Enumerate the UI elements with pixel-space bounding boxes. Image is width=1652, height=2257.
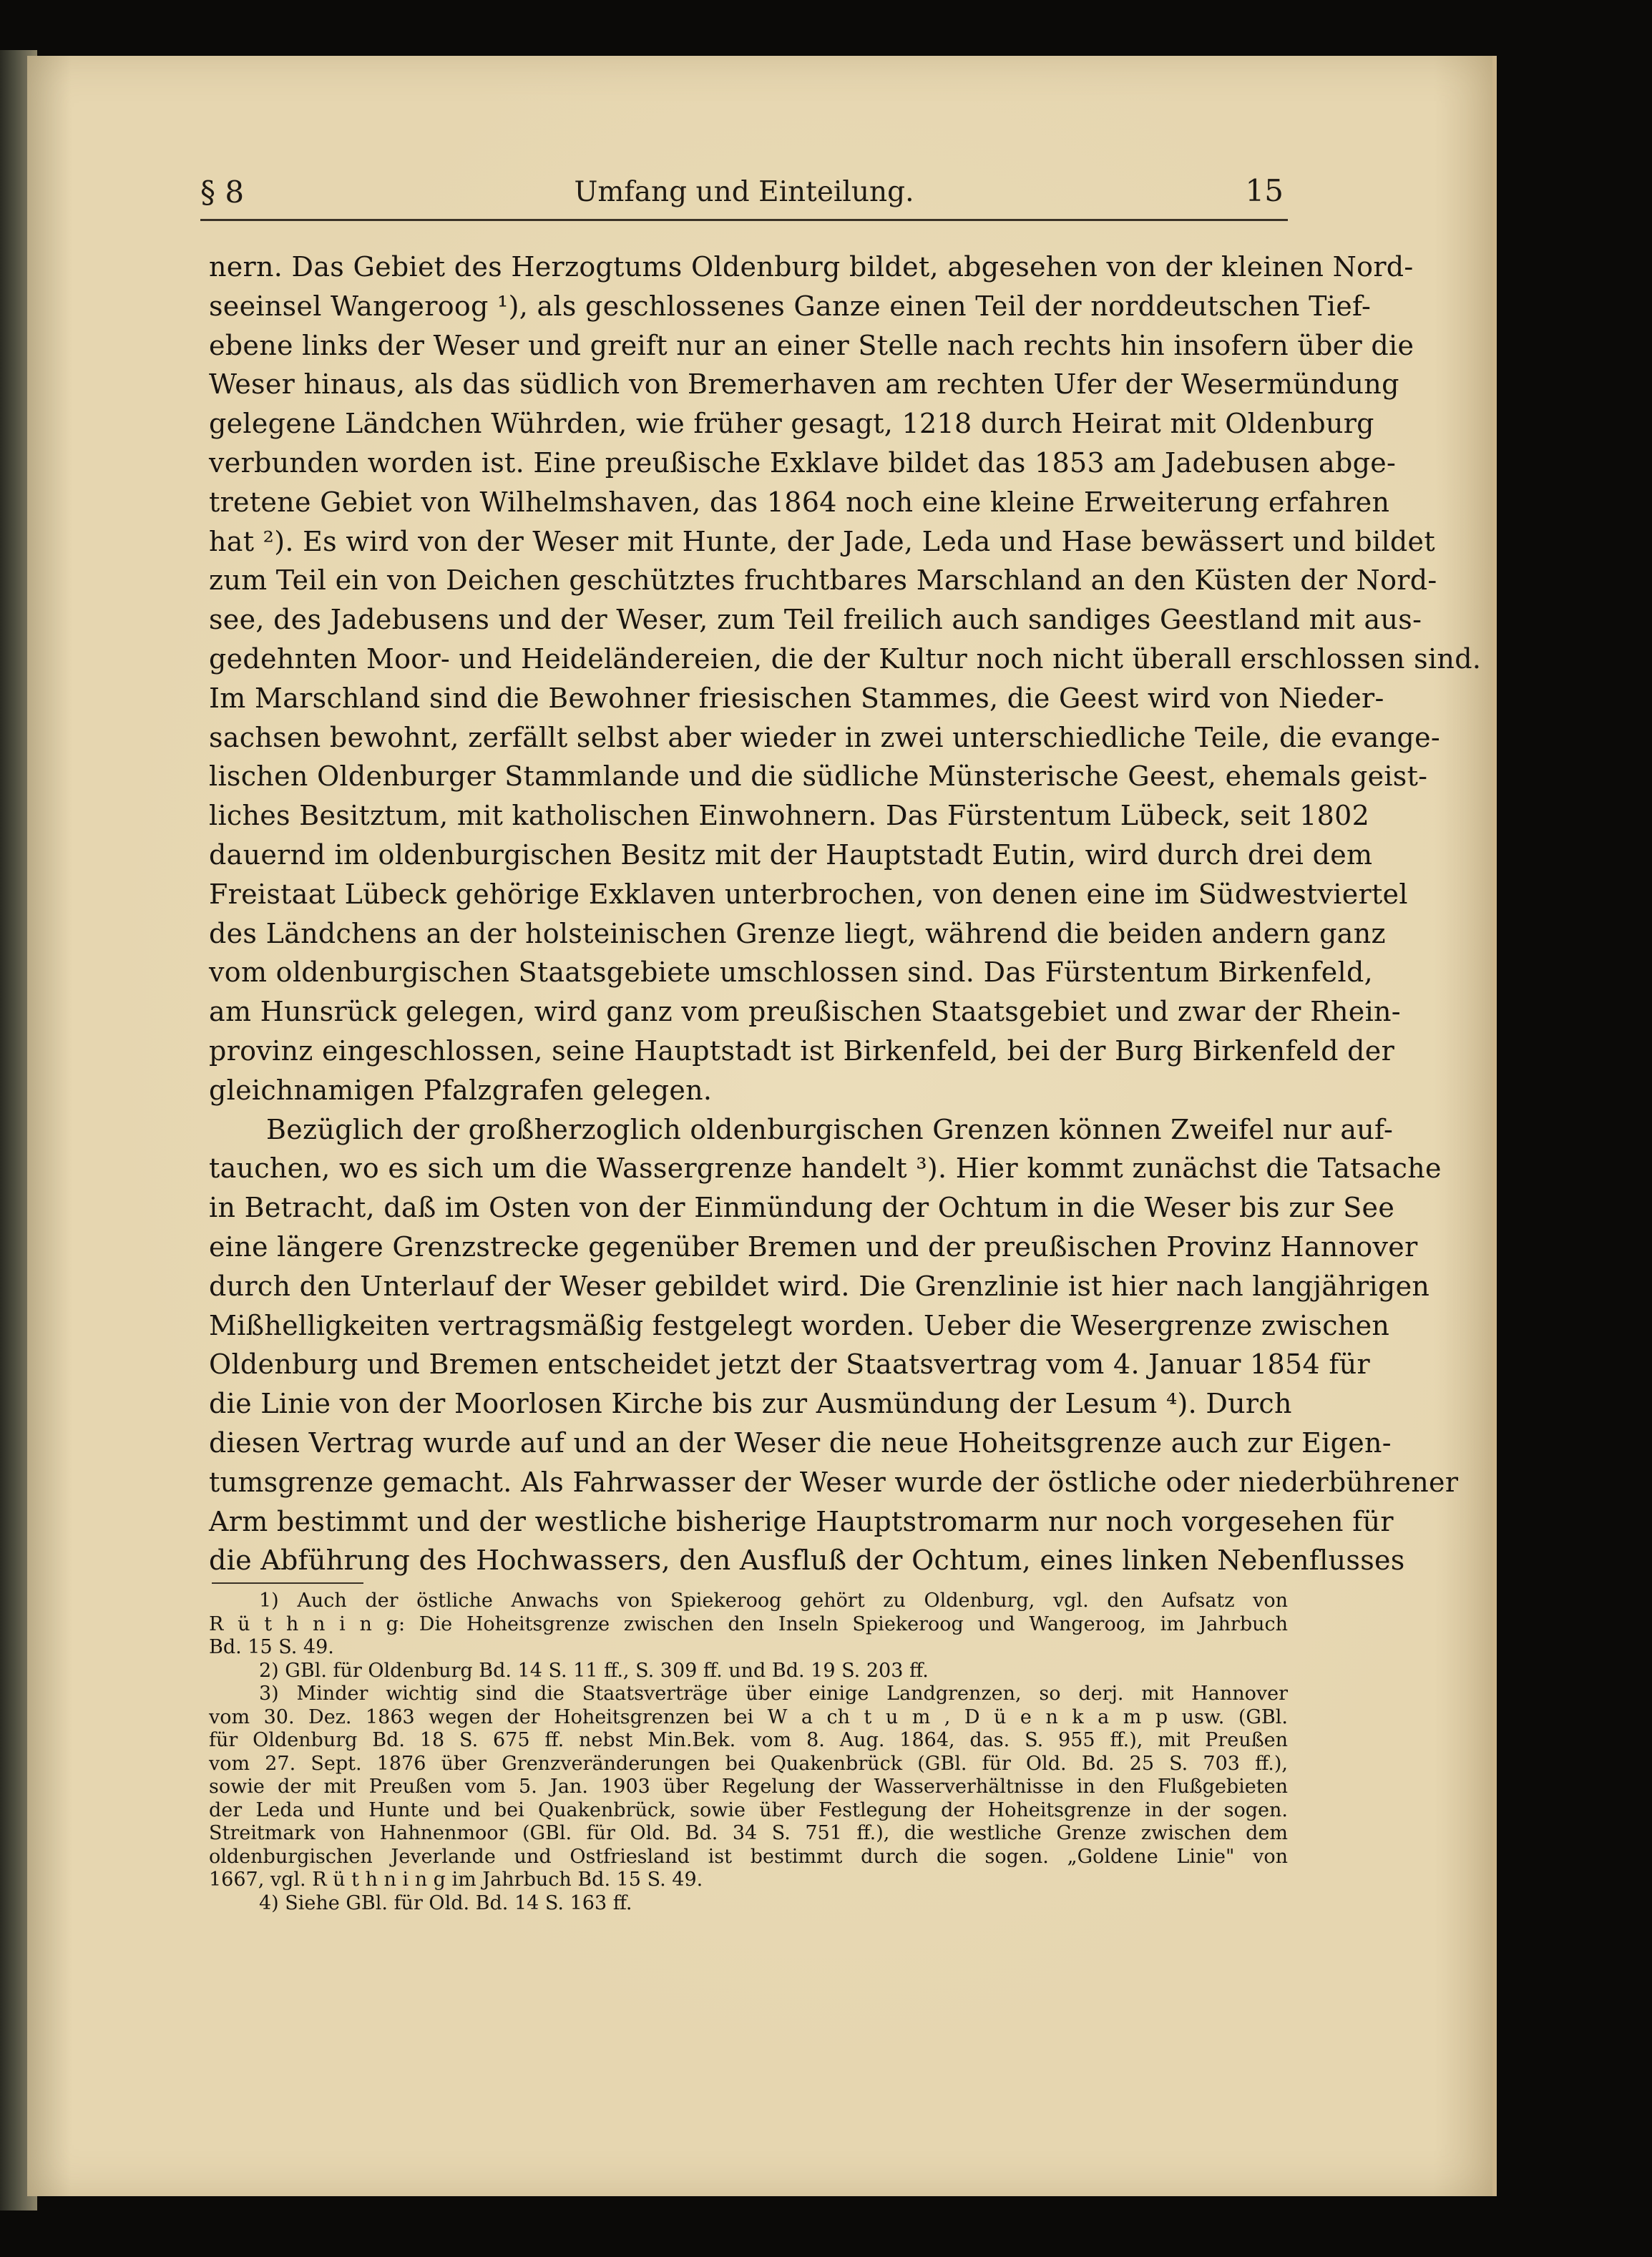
text-line: Mißhelligkeiten vertragsmäßig festgelegt worden. Ueber die Wesergrenze zwischen — [209, 1309, 1390, 1341]
page-number: 15 — [1245, 173, 1284, 208]
text-line: Oldenburg und Bremen entscheidet jetzt der Staatsvertrag vom 4. Januar 1854 für — [209, 1348, 1370, 1381]
footnote-4: 4) Siehe GBl. für Old. Bd. 14 S. 163 ff. — [259, 1891, 632, 1914]
text-line: gelegene Ländchen Wührden, wie früher gesagt, 1218 durch Heirat mit Oldenburg — [209, 408, 1374, 440]
text-line: sachsen bewohnt, zerfällt selbst aber wieder in zwei unterschiedliche Teile, die evange- — [209, 721, 1441, 753]
text-line: die Abführung des Hochwassers, den Ausfluß der Ochtum, eines linken Nebenflusses — [209, 1544, 1405, 1577]
text-line: vom oldenburgischen Staatsgebiete umschlossen sind. Das Fürstentum Birkenfeld, — [209, 956, 1374, 989]
text-line: dauernd im oldenburgischen Besitz mit der Hauptstadt Eutin, wird durch drei dem — [209, 838, 1373, 871]
text-line: provinz eingeschlossen, seine Hauptstadt ist Birkenfeld, bei der Burg Birkenfeld der — [209, 1034, 1395, 1067]
footnote-1: 1) Auch der östliche Anwachs von Spiekeroog gehört zu Oldenburg, vgl. den Aufsatz von — [259, 1590, 1288, 1612]
text-line: Weser hinaus, als das südlich von Bremerhaven am rechten Ufer der Wesermündung — [209, 368, 1399, 401]
footnote-line: für Oldenburg Bd. 18 S. 675 ff. nebst Min.Bek. vom 8. Aug. 1864, das. S. 955 ff.), mit Preußen — [209, 1729, 1288, 1751]
text-line: Freistaat Lübeck gehörige Exklaven unterbrochen, von denen eine im Südwestviertel — [209, 878, 1408, 910]
footnote-2: 2) GBl. für Oldenburg Bd. 14 S. 11 ff., S. 309 ff. und Bd. 19 S. 203 ff. — [259, 1659, 929, 1682]
text-line: die Linie von der Moorlosen Kirche bis zur Ausmündung der Lesum ⁴). Durch — [209, 1388, 1292, 1420]
footnote-line: vom 30. Dez. 1863 wegen der Hoheitsgrenzen bei W a ch t u m , D ü e n k a m p usw. (GBl. — [209, 1705, 1288, 1728]
text-line: am Hunsrück gelegen, wird ganz vom preußischen Staatsgebiet und zwar der Rhein- — [209, 996, 1401, 1028]
text-line: verbunden worden ist. Eine preußische Exklave bildet das 1853 am Jadebusen abge- — [209, 446, 1397, 479]
main-text — [209, 248, 1482, 1580]
paragraph-end-line: gleichnamigen Pfalzgrafen gelegen. — [209, 1074, 713, 1106]
footnote-line: Streitmark von Hahnenmoor (GBl. für Old. Bd. 34 S. 751 ff.), die westliche Grenze zwischen dem — [209, 1822, 1288, 1844]
text-line: tauchen, wo es sich um die Wassergrenze handelt ³). Hier kommt zunächst die Tatsache — [209, 1152, 1442, 1185]
footnote-line: 1667, vgl. R ü t h n i n g im Jahrbuch Bd. 15 S. 49. — [209, 1869, 703, 1891]
text-line: lischen Oldenburger Stammlande und die südliche Münsterische Geest, ehemals geist- — [209, 760, 1428, 793]
footnote-line: vom 27. Sept. 1876 über Grenzveränderungen bei Quakenbrück (GBl. für Old. Bd. 25 S. 703 ff.), — [209, 1752, 1288, 1775]
text-line: hat ²). Es wird von der Weser mit Hunte, der Jade, Leda und Hase bewässert und bildet — [209, 525, 1435, 557]
footnote-line: R ü t h n i n g: Die Hoheitsgrenze zwischen den Inseln Spiekeroog und Wangeroog, im Jahrbuch — [209, 1612, 1288, 1635]
footnote-line: sowie der mit Preußen vom 5. Jan. 1903 über Regelung der Wasserverhältnisse in den Flußgebieten — [209, 1776, 1288, 1798]
section-number: § 8 — [200, 175, 245, 210]
text-line: in Betracht, daß im Osten von der Einmündung der Ochtum in die Weser bis zur See — [209, 1192, 1395, 1224]
text-line: eine längere Grenzstrecke gegenüber Bremen und der preußischen Provinz Hannover — [209, 1230, 1418, 1263]
text-line: diesen Vertrag wurde auf und an der Weser die neue Hoheitsgrenze auch zur Eigen- — [209, 1426, 1392, 1459]
text-line: liches Besitztum, mit katholischen Einwohnern. Das Fürstentum Lübeck, seit 1802 — [209, 800, 1370, 832]
running-title: Umfang und Einteilung. — [574, 176, 914, 208]
footnote-line: der Leda und Hunte und bei Quakenbrück, sowie über Festlegung der Hoheitsgrenze in der sogen. — [209, 1798, 1288, 1821]
footnote-rule — [212, 1582, 363, 1584]
footnotes — [209, 1590, 1288, 1915]
text-line: Arm bestimmt und der westliche bisherige Hauptstromarm nur noch vorgesehen für — [209, 1505, 1394, 1537]
page-edge — [1492, 56, 1497, 2196]
running-header — [200, 173, 1288, 221]
paragraph-start-line: Bezüglich der großherzoglich oldenburgischen Grenzen können Zweifel nur auf- — [266, 1113, 1394, 1145]
text-line: durch den Unterlauf der Weser gebildet wird. Die Grenzlinie ist hier nach langjährigen — [209, 1270, 1430, 1302]
text-line: gedehnten Moor- und Heideländereien, die der Kultur noch nicht überall erschlossen sind. — [209, 642, 1482, 675]
footnote-line: Bd. 15 S. 49. — [209, 1636, 334, 1658]
footnote-line: oldenburgischen Jeverlande und Ostfriesland ist bestimmt durch die sogen. „Goldene Linie" von — [209, 1845, 1288, 1868]
text-line: Im Marschland sind die Bewohner friesischen Stammes, die Geest wird von Nieder- — [209, 682, 1384, 714]
text-line: ebene links der Weser und greift nur an einer Stelle nach rechts hin insofern über die — [209, 329, 1414, 361]
footnote-3: 3) Minder wichtig sind die Staatsverträge über einige Landgrenzen, so derj. mit Hannover — [259, 1683, 1288, 1705]
text-line: tumsgrenze gemacht. Als Fahrwasser der Weser wurde der östliche oder niederbührener — [209, 1466, 1459, 1498]
text-line: seeinsel Wangeroog ¹), als geschlossenes Ganze einen Teil der norddeutschen Tief- — [209, 290, 1372, 322]
text-line: nern. Das Gebiet des Herzogtums Oldenburg bildet, abgesehen von der kleinen Nord- — [209, 251, 1414, 283]
text-line: tretene Gebiet von Wilhelmshaven, das 1864 noch eine kleine Erweiterung erfahren — [209, 486, 1390, 518]
text-line: see, des Jadebusens und der Weser, zum Teil freilich auch sandiges Geestland mit aus- — [209, 604, 1422, 636]
text-line: zum Teil ein von Deichen geschütztes fruchtbares Marschland an den Küsten der Nord- — [209, 564, 1437, 597]
text-line: des Ländchens an der holsteinischen Grenze liegt, während die beiden andern ganz — [209, 917, 1386, 949]
